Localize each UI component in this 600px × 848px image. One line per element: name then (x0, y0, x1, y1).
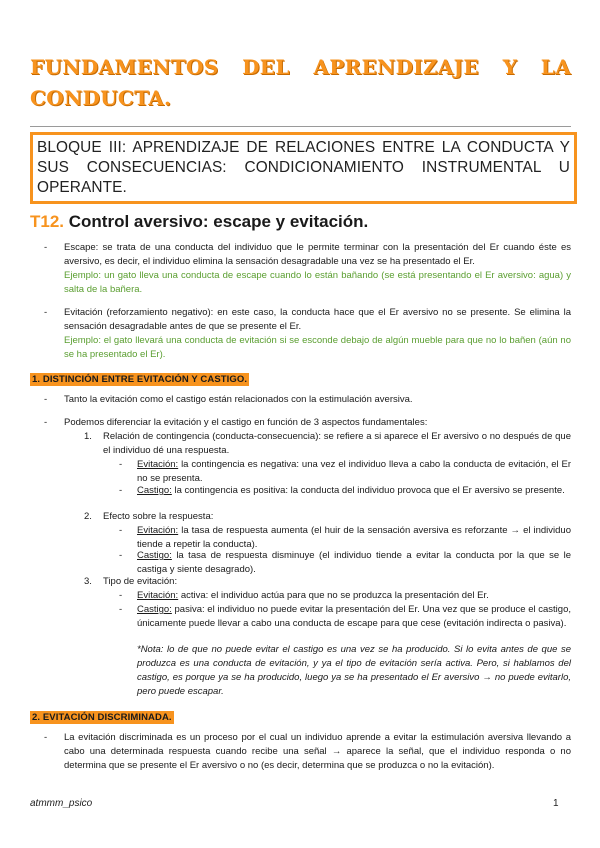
escape-definition: Escape: se trata de una conducta del individuo que le permite terminar con la presentación del Er cuando éste es aversivo, es decir, el individuo elimina la sensación desagradable una vez se ha presentado el Er. (64, 242, 571, 267)
title-divider (30, 126, 571, 127)
sub-item-text: la contingencia es negativa: una vez el individuo lleva a cabo la conducta de evitación, el Er no se presenta. (137, 459, 571, 484)
list-item (44, 241, 571, 297)
section-2-heading-wrap (30, 707, 174, 725)
topic-title: Control aversivo: escape y evitación. (68, 212, 369, 231)
numbered-item (84, 430, 571, 458)
document-title (30, 52, 571, 114)
block-box (30, 132, 577, 204)
topic-number: T12. (30, 212, 65, 231)
numbered-item (84, 575, 571, 589)
section-1-heading: 1. DISTINCIÓN ENTRE EVITACIÓN Y CASTIGO. (32, 374, 248, 385)
sub-item-text: la tasa de respuesta disminuye (el individuo tiende a evitar la conducta por la que se le castiga y siente desagrado). (137, 550, 571, 575)
dash-bullet: - (44, 242, 48, 253)
numbered-item (84, 510, 571, 524)
sub-item-text: activa: el individuo actúa para que no se produzca la presentación del Er. (178, 590, 489, 601)
section-2-heading: 2. EVITACIÓN DISCRIMINADA. (32, 712, 172, 723)
item-text: Efecto sobre la respuesta: (103, 511, 214, 522)
section-2-bullet-1: La evitación discriminada es un proceso por el cual un individuo aprende a evitar la estimulación aversiva llevando a cabo una determinada respuesta cuando recibe una señal → aparece la señal, que el individuo responda o no determina que se presente el Er aversivo o no (es decir, determina que se produzca o no la evitación). (64, 732, 571, 771)
page-number: 1 (553, 798, 559, 809)
section-1-heading-wrap (30, 369, 249, 387)
sub-item: - Evitación: la contingencia es negativa: una vez el individuo lleva a cabo la conducta de evitación, el Er no se presenta. (119, 459, 571, 484)
block-title: BLOQUE III: APRENDIZAJE DE RELACIONES ENTRE LA CONDUCTA Y SUS CONSECUENCIAS: CONDICIONAMIENTO INSTRUMENTAL U OPERANTE. (37, 139, 570, 196)
item-number: 1. (84, 431, 92, 442)
sub-item-label: Castigo: (137, 550, 172, 561)
item-text: Relación de contingencia (conducta-consecuencia): se refiere a si aparece el Er aversivo o no después de que el individuo dé una respuesta. (103, 431, 571, 456)
dash-bullet: - (44, 417, 48, 428)
item-text: Tipo de evitación: (103, 576, 178, 587)
sub-item-text: la contingencia es positiva: la conducta del individuo provoca que el Er aversivo se presente. (171, 485, 565, 496)
sub-item: - Castigo: pasiva: el individuo no puede evitar la presentación del Er. Una vez que se produce el castigo, únicamente puede llevar a cabo una conducta de escape para que cese (evitación indirecta o pasiva). (119, 604, 571, 629)
note-text: *Nota: lo de que no puede evitar el castigo es una vez se ha producido. Si lo evita antes de que se produzca es una conducta de evitación, y ya el tipo de evitación sería activa. Pero, si hablamos del castigo, es porque ya se ha producido, luego ya se ha presentado el Er aversivo → no puede evitarlo, pero puede escapar. (137, 644, 571, 697)
item-number: 2. (84, 511, 92, 522)
section-1-bullet-1: Tanto la evitación como el castigo están relacionados con la estimulación aversiva. (64, 394, 413, 405)
sub-item: - Evitación: la tasa de respuesta aumenta (el huir de la sensación aversiva es reforzante → el individuo tiende a repetir la conducta). (119, 525, 571, 550)
avoidance-definition: Evitación (reforzamiento negativo): en este caso, la conducta hace que el Er aversivo no se presente. Se elimina la sensación desagradable antes de que se presente el Er. (64, 307, 571, 332)
sub-item-label: Evitación: (137, 459, 179, 470)
title-line-2: CONDUCTA. (30, 86, 172, 110)
dash-bullet: - (44, 732, 48, 743)
dash-bullet: - (44, 394, 48, 405)
title-line-1: FUNDAMENTOS DEL APRENDIZAJE Y LA (30, 55, 571, 79)
escape-example: Ejemplo: un gato lleva una conducta de escape cuando lo están bañando (se está presentando el Er aversivo: agua) y salta de la bañera. (64, 270, 571, 295)
sub-item: - Evitación: activa: el individuo actúa para que no se produzca la presentación del Er. (119, 590, 489, 601)
sub-item-label: Castigo: (137, 604, 172, 615)
sub-item-label: Evitación: (137, 590, 179, 601)
topic-heading (30, 212, 368, 232)
footer-author: atmmm_psico (30, 798, 93, 809)
avoidance-example: Ejemplo: el gato llevará una conducta de evitación si se esconde debajo de algún mueble para que no lo bañen (aún no se ha presentado el Er). (64, 335, 571, 360)
list-item (44, 306, 571, 362)
section-1-bullet-2: Podemos diferenciar la evitación y el castigo en función de 3 aspectos fundamentales: (64, 417, 428, 428)
sub-item: - Castigo: la tasa de respuesta disminuye (el individuo tiende a evitar la conducta por la que se le castiga y siente desagrado). (119, 550, 571, 575)
sub-item-text: pasiva: el individuo no puede evitar la presentación del Er. Una vez que se produce el castigo, únicamente puede llevar a cabo una conducta de escape para que cese (evitación indirecta o pasiva). (137, 604, 571, 629)
list-item (44, 731, 571, 773)
list-item (44, 393, 571, 407)
dash-bullet: - (44, 307, 48, 318)
list-item (44, 416, 571, 430)
sub-item-label: Evitación: (137, 525, 179, 536)
sub-item-label: Castigo: (137, 485, 172, 496)
item-number: 3. (84, 576, 92, 587)
sub-item: - Castigo: la contingencia es positiva: la conducta del individuo provoca que el Er aversivo se presente. (119, 485, 565, 496)
sub-item-text: la tasa de respuesta aumenta (el huir de la sensación aversiva es reforzante → el individuo tiende a repetir la conducta). (137, 525, 571, 550)
